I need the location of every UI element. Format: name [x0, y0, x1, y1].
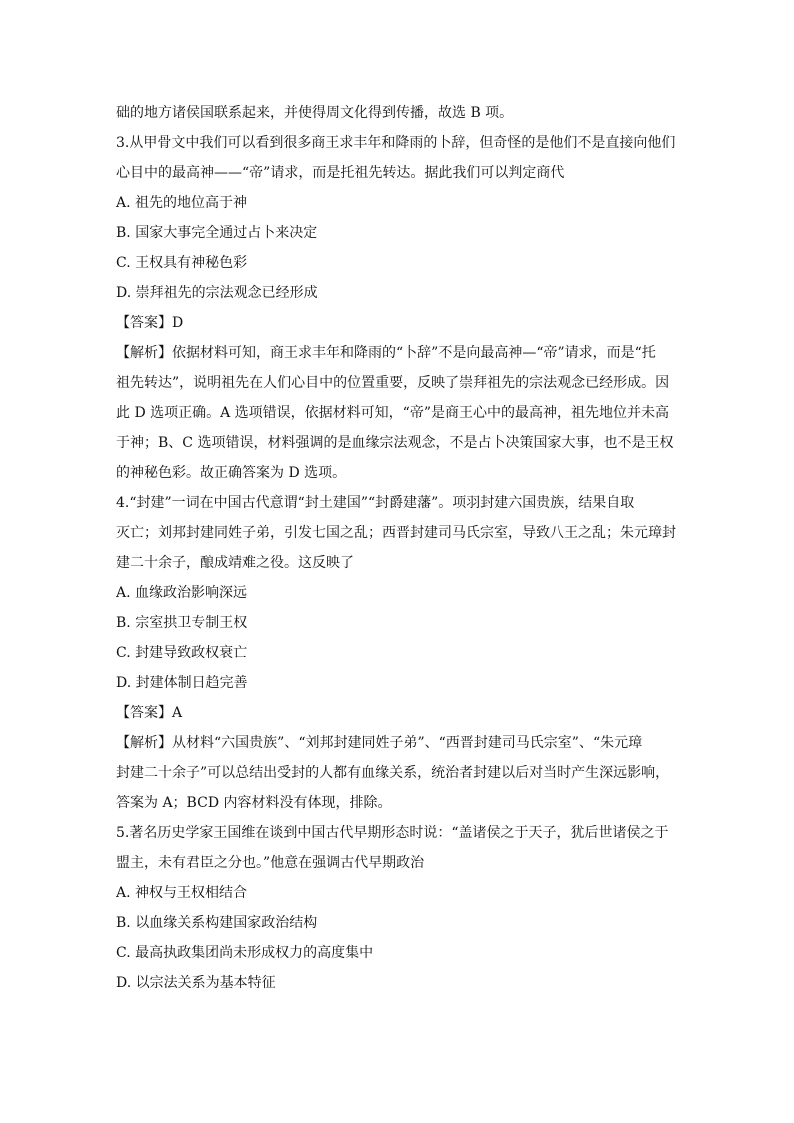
question-3-option-c: C. 王权具有神秘色彩 — [116, 255, 248, 271]
question-4-stem-line-2: 灭亡；刘邦封建同姓子弟，引发七国之乱；西晋封建司马氏宗室，导致八王之乱；朱元璋封 — [116, 525, 676, 541]
question-3-option-b: B. 国家大事完全通过占卜来决定 — [116, 225, 318, 241]
question-3-stem-line-2: 心目中的最高神——“帝”请求，而是托祖先转达。据此我们可以判定商代 — [116, 165, 565, 181]
question-3-analysis-line-2: 祖先转达”，说明祖先在人们心目中的位置重要，反映了崇拜祖先的宗法观念已经形成。因 — [116, 375, 670, 391]
question-4-stem-line-3: 建二十余子，酿成靖难之役。这反映了 — [116, 555, 354, 571]
question-4-option-a: A. 血缘政治影响深远 — [116, 585, 248, 601]
question-3-analysis-line-4: 于神；B、C 选项错误，材料强调的是血缘宗法观念，不是占卜决策国家大事，也不是王权 — [116, 435, 674, 451]
question-4-option-c: C. 封建导致政权衰亡 — [116, 645, 248, 661]
question-4 — [116, 488, 680, 818]
question-3-option-d: D. 崇拜祖先的宗法观念已经形成 — [116, 285, 318, 301]
question-5-option-c: C. 最高执政集团尚未形成权力的高度集中 — [116, 945, 374, 961]
question-5-option-d: D. 以宗法关系为基本特征 — [116, 975, 276, 991]
question-5-stem-line-2: 盟主，未有君臣之分也。”他意在强调古代早期政治 — [116, 855, 425, 871]
question-4-analysis-line-2: 封建二十余子”可以总结出受封的人都有血缘关系，统治者封建以后对当时产生深远影响， — [116, 765, 670, 781]
document-page — [116, 98, 680, 998]
question-3-option-a: A. 祖先的地位高于神 — [116, 195, 248, 211]
question-5-option-b: B. 以血缘关系构建国家政治结构 — [116, 915, 318, 931]
question-3-analysis-line-5: 的神秘色彩。故正确答案为 D 选项。 — [116, 465, 347, 481]
question-4-analysis-line-1: 【解析】从材料“六国贵族”、“刘邦封建同姓子弟”、“西晋封建司马氏宗室”、“朱元璋 — [116, 735, 643, 751]
question-3-answer: 【答案】D — [116, 315, 184, 331]
question-3-analysis-line-1: 【解析】依据材料可知，商王求丰年和降雨的“卜辞”不是向最高神—“帝”请求，而是“托 — [116, 345, 656, 361]
question-4-stem-line-1: 4.“封建”一词在中国古代意谓“封土建国”“封爵建藩”。项羽封建六国贵族，结果自取 — [116, 495, 635, 511]
question-5-option-a: A. 神权与王权相结合 — [116, 885, 248, 901]
question-4-analysis-line-3: 答案为 A；BCD 内容材料没有体现，排除。 — [116, 795, 392, 811]
question-5 — [116, 818, 680, 998]
question-3-stem-line-1: 3.从甲骨文中我们可以看到很多商王求丰年和降雨的卜辞，但奇怪的是他们不是直接向他们 — [116, 135, 676, 151]
question-4-option-d: D. 封建体制日趋完善 — [116, 675, 248, 691]
question-3 — [116, 128, 680, 488]
question-3-analysis-line-3: 此 D 选项正确。A 选项错误，依据材料可知，“帝”是商王心中的最高神，祖先地位并未高 — [116, 405, 669, 421]
question-4-option-b: B. 宗室拱卫专制王权 — [116, 615, 248, 631]
question-4-answer: 【答案】A — [116, 705, 183, 721]
continuation-line: 础的地方诸侯国联系起来，并使得周文化得到传播，故选 B 项。 — [116, 105, 514, 121]
question-5-stem-line-1: 5.著名历史学家王国维在谈到中国古代早期形态时说：“盖诸侯之于天子，犹后世诸侯之于 — [116, 825, 669, 841]
